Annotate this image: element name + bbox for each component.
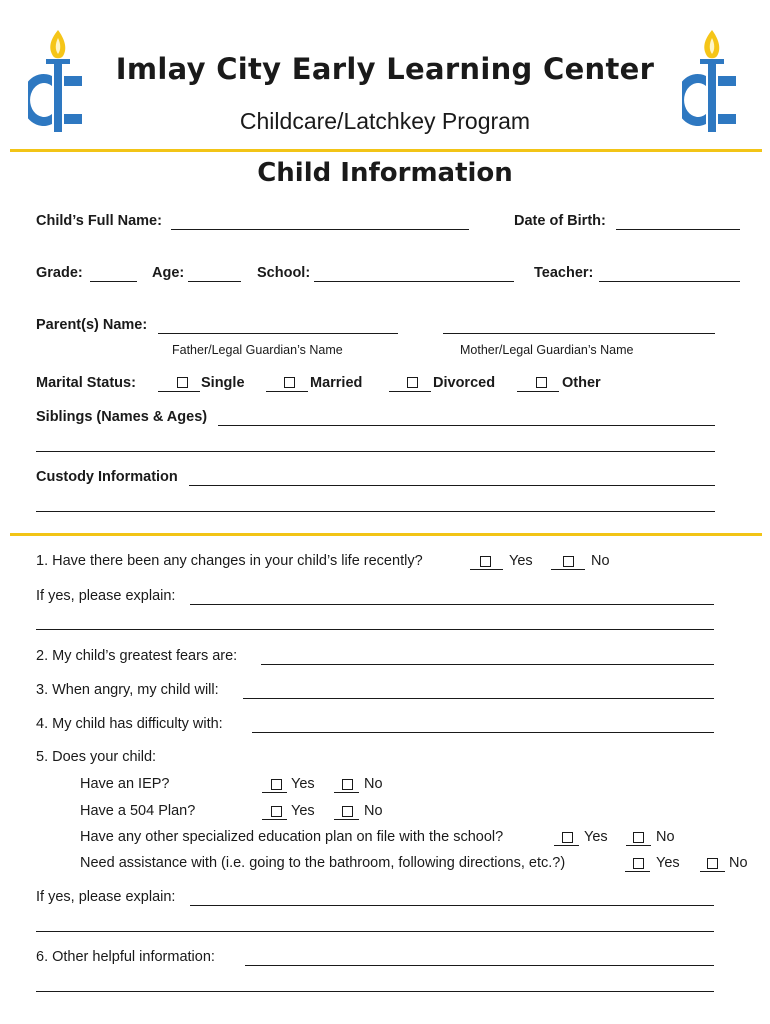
- marital-married-underline: [266, 391, 308, 392]
- marital-divorced-underline: [389, 391, 431, 392]
- q5c-yes-checkbox[interactable]: [562, 832, 573, 843]
- marital-other-underline: [517, 391, 559, 392]
- custody-field-line2[interactable]: [36, 511, 715, 512]
- q5-explain-label: If yes, please explain:: [36, 889, 176, 905]
- custody-field[interactable]: [189, 485, 715, 486]
- marital-other-label: Other: [562, 375, 601, 391]
- father-caption: Father/Legal Guardian’s Name: [172, 343, 343, 357]
- q5-label: 5. Does your child:: [36, 749, 157, 765]
- q5d-yes-label: Yes: [656, 855, 680, 871]
- q5d-yes-underline: [625, 871, 650, 872]
- child-name-label: Child’s Full Name:: [36, 213, 162, 229]
- school-field[interactable]: [314, 281, 514, 282]
- siblings-field-line2[interactable]: [36, 451, 715, 452]
- q1-no-underline: [551, 569, 585, 570]
- q5b-label: Have a 504 Plan?: [80, 803, 196, 819]
- q5c-yes-underline: [554, 845, 579, 846]
- q3-field[interactable]: [243, 698, 714, 699]
- siblings-label: Siblings (Names & Ages): [36, 409, 208, 425]
- q5c-yes-label: Yes: [584, 829, 608, 845]
- q1-explain-label: If yes, please explain:: [36, 588, 176, 604]
- marital-divorced-label: Divorced: [433, 375, 496, 391]
- grade-field[interactable]: [90, 281, 137, 282]
- q6-label: 6. Other helpful information:: [36, 949, 215, 965]
- q6-field-line2[interactable]: [36, 991, 714, 992]
- q5-explain-field[interactable]: [190, 905, 714, 906]
- q5b-yes-underline: [262, 819, 287, 820]
- q5a-no-checkbox[interactable]: [342, 779, 353, 790]
- q5c-no-checkbox[interactable]: [633, 832, 644, 843]
- marital-label: Marital Status:: [36, 375, 136, 391]
- q1-no-checkbox[interactable]: [563, 556, 574, 567]
- parents-label: Parent(s) Name:: [36, 317, 148, 333]
- teacher-label: Teacher:: [534, 265, 594, 281]
- q5b-yes-checkbox[interactable]: [271, 806, 282, 817]
- dob-label: Date of Birth:: [514, 213, 606, 229]
- child-name-field[interactable]: [171, 229, 469, 230]
- q4-field[interactable]: [252, 732, 714, 733]
- dob-field[interactable]: [616, 229, 740, 230]
- marital-divorced-checkbox[interactable]: [407, 377, 418, 388]
- q5c-no-underline: [626, 845, 651, 846]
- marital-married-label: Married: [310, 375, 363, 391]
- q3-label: 3. When angry, my child will:: [36, 682, 219, 698]
- q5d-label: Need assistance with (i.e. going to the bathroom, following directions, etc.?): [80, 855, 566, 871]
- header-divider: [10, 149, 762, 152]
- marital-single-checkbox[interactable]: [177, 377, 188, 388]
- q6-field[interactable]: [245, 965, 714, 966]
- q5a-yes-checkbox[interactable]: [271, 779, 282, 790]
- age-field[interactable]: [188, 281, 241, 282]
- q1-explain-field[interactable]: [190, 604, 714, 605]
- q5b-no-underline: [334, 819, 359, 820]
- marital-married-checkbox[interactable]: [284, 377, 295, 388]
- section-title: Child Information: [257, 158, 513, 188]
- school-label: School:: [257, 265, 311, 281]
- teacher-field[interactable]: [599, 281, 740, 282]
- q5c-no-label: No: [656, 829, 675, 845]
- siblings-field[interactable]: [218, 425, 715, 426]
- mother-name-field[interactable]: [443, 333, 715, 334]
- custody-label: Custody Information: [36, 469, 178, 485]
- q5d-no-label: No: [729, 855, 748, 871]
- father-name-field[interactable]: [158, 333, 398, 334]
- q5b-yes-label: Yes: [291, 803, 315, 819]
- marital-other-checkbox[interactable]: [536, 377, 547, 388]
- q5d-yes-checkbox[interactable]: [633, 858, 644, 869]
- q5a-label: Have an IEP?: [80, 776, 170, 792]
- marital-single-underline: [158, 391, 200, 392]
- q1-yes-underline: [470, 569, 503, 570]
- q1-yes-checkbox[interactable]: [480, 556, 491, 567]
- marital-single-label: Single: [201, 375, 245, 391]
- q1-explain-field-line2[interactable]: [36, 629, 714, 630]
- grade-label: Grade:: [36, 265, 83, 281]
- age-label: Age:: [152, 265, 185, 281]
- q1-label: 1. Have there been any changes in your child’s life recently?: [36, 553, 423, 569]
- q5-explain-field-line2[interactable]: [36, 931, 714, 932]
- q2-field[interactable]: [261, 664, 714, 665]
- q5a-yes-underline: [262, 792, 287, 793]
- q1-no-label: No: [591, 553, 610, 569]
- page-subtitle: Childcare/Latchkey Program: [239, 108, 531, 134]
- q5c-label: Have any other specialized education plan on file with the school?: [80, 829, 504, 845]
- q5a-yes-label: Yes: [291, 776, 315, 792]
- page-title: Imlay City Early Learning Center: [115, 52, 655, 86]
- mother-caption: Mother/Legal Guardian’s Name: [460, 343, 634, 357]
- q5b-no-label: No: [364, 803, 383, 819]
- section-divider: [10, 533, 762, 536]
- q2-label: 2. My child’s greatest fears are:: [36, 648, 238, 664]
- q5b-no-checkbox[interactable]: [342, 806, 353, 817]
- q5d-no-checkbox[interactable]: [707, 858, 718, 869]
- q1-yes-label: Yes: [509, 553, 533, 569]
- q5a-no-underline: [334, 792, 359, 793]
- q4-label: 4. My child has difficulty with:: [36, 716, 223, 732]
- q5a-no-label: No: [364, 776, 383, 792]
- q5d-no-underline: [700, 871, 725, 872]
